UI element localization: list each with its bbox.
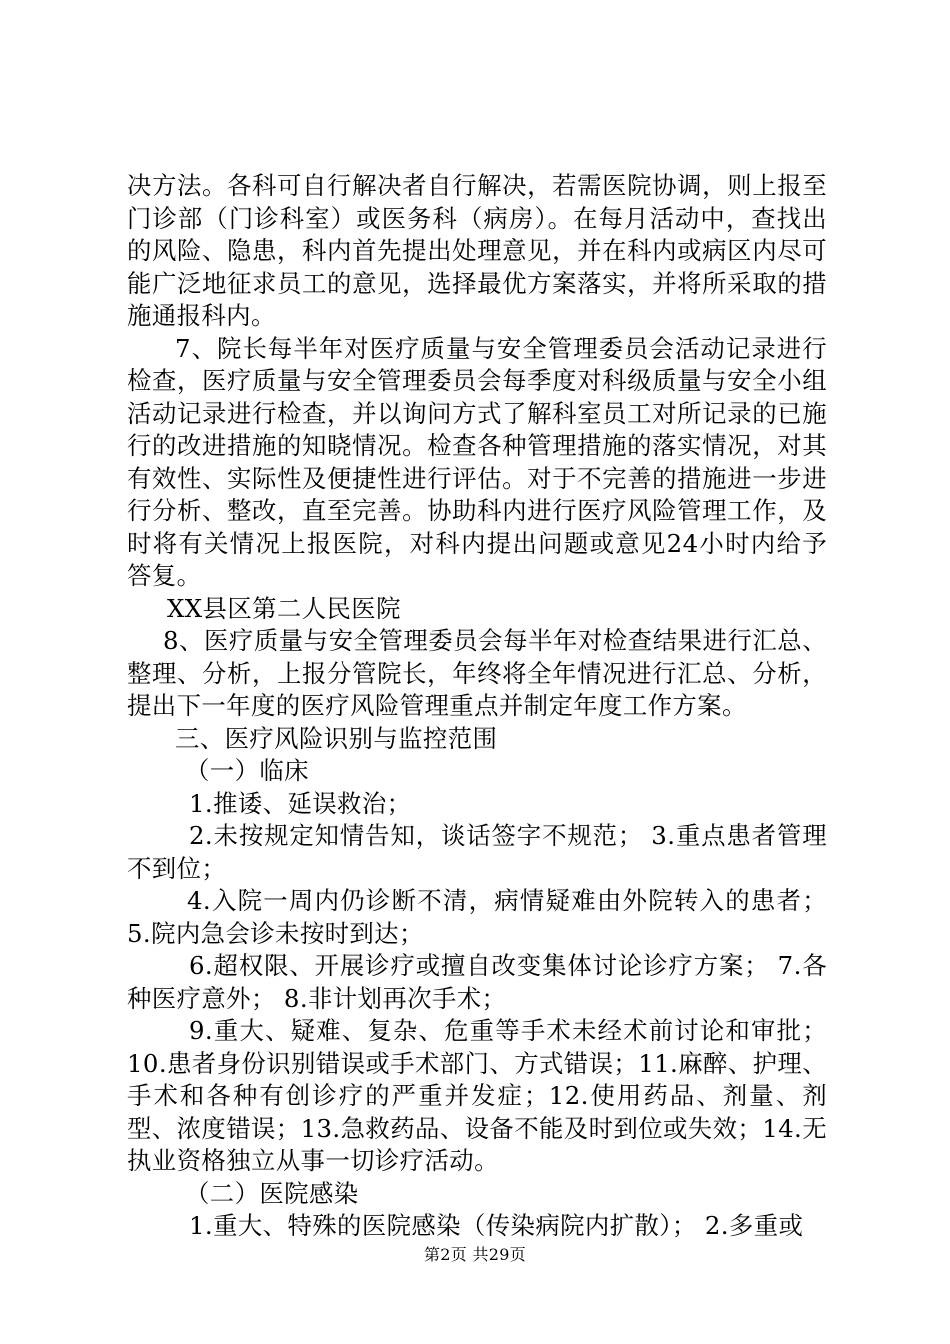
- paragraph-resolution-method: 决方法。各科可自行解决者自行解决，若需医院协调，则上报至门诊部（门诊科室）或医务科（病房）。在每月活动中，查找出的风险、隐患，科内首先提出处理意见，并在科内或病区内尽可能广泛地征求员工的意见，选择最优方案落实，并将所采取的措施通报科内。: [127, 171, 827, 330]
- document-body: [127, 170, 827, 1243]
- list-item-clinical-1: 1.推诿、延误救治；: [189, 788, 412, 818]
- list-item-clinical-4-5: 4.入院一周内仍诊断不清，病情疑难由外院转入的患者； 5.院内急会诊未按时到达；: [127, 886, 827, 948]
- page-footer: [0, 1245, 950, 1265]
- section-heading-3: 三、医疗风险识别与监控范围: [175, 723, 498, 753]
- paragraph-hospital-name: XX县区第二人民医院: [167, 593, 401, 623]
- subsection-heading-clinical: （一）临床: [185, 756, 309, 785]
- page-number: 第2页 共29页: [423, 1245, 527, 1264]
- list-item-clinical-6-8: 6.超权限、开展诊疗或擅自改变集体讨论诊疗方案； 7.各种医疗意外； 8.非计划再次手术；: [127, 951, 827, 1013]
- paragraph-item-7: 7、院长每半年对医疗质量与安全管理委员会活动记录进行检查，医疗质量与安全管理委员会每季度对科级质量与安全小组活动记录进行检查，并以询问方式了解科室员工对所记录的已施行的改进措施的知晓情况。检查各种管理措施的落实情况，对其有效性、实际性及便捷性进行评估。对于不完善的措施进一步进行分析、整改，直至完善。协助科内进行医疗风险管理工作，及时将有关情况上报医院，对科内提出问题或意见24小时内给予答复。: [127, 333, 827, 590]
- list-item-clinical-2-3: 2.未按规定知情告知，谈话签字不规范； 3.重点患者管理不到位；: [127, 821, 827, 883]
- list-item-infection-1-2: 1.重大、特殊的医院感染（传染病院内扩散）； 2.多重或: [189, 1211, 804, 1240]
- subsection-heading-infection: （二）医院感染: [185, 1178, 359, 1208]
- paragraph-item-8: 8、医疗质量与安全管理委员会每半年对检查结果进行汇总、整理、分析，上报分管院长，年终将全年情况进行汇总、分析，提出下一年度的医疗风险管理重点并制定年度工作方案。: [127, 626, 827, 720]
- list-item-clinical-9-14: 9.重大、疑难、复杂、危重等手术未经术前讨论和审批； 10.患者身份识别错误或手术部门、方式错误；11.麻醉、护理、手术和各种有创诊疗的严重并发症；12.使用药品、剂量、剂型、浓度错误；13.急救药品、设备不能及时到位或失效；14.无执业资格独立从事一切诊疗活动。: [127, 1016, 827, 1175]
